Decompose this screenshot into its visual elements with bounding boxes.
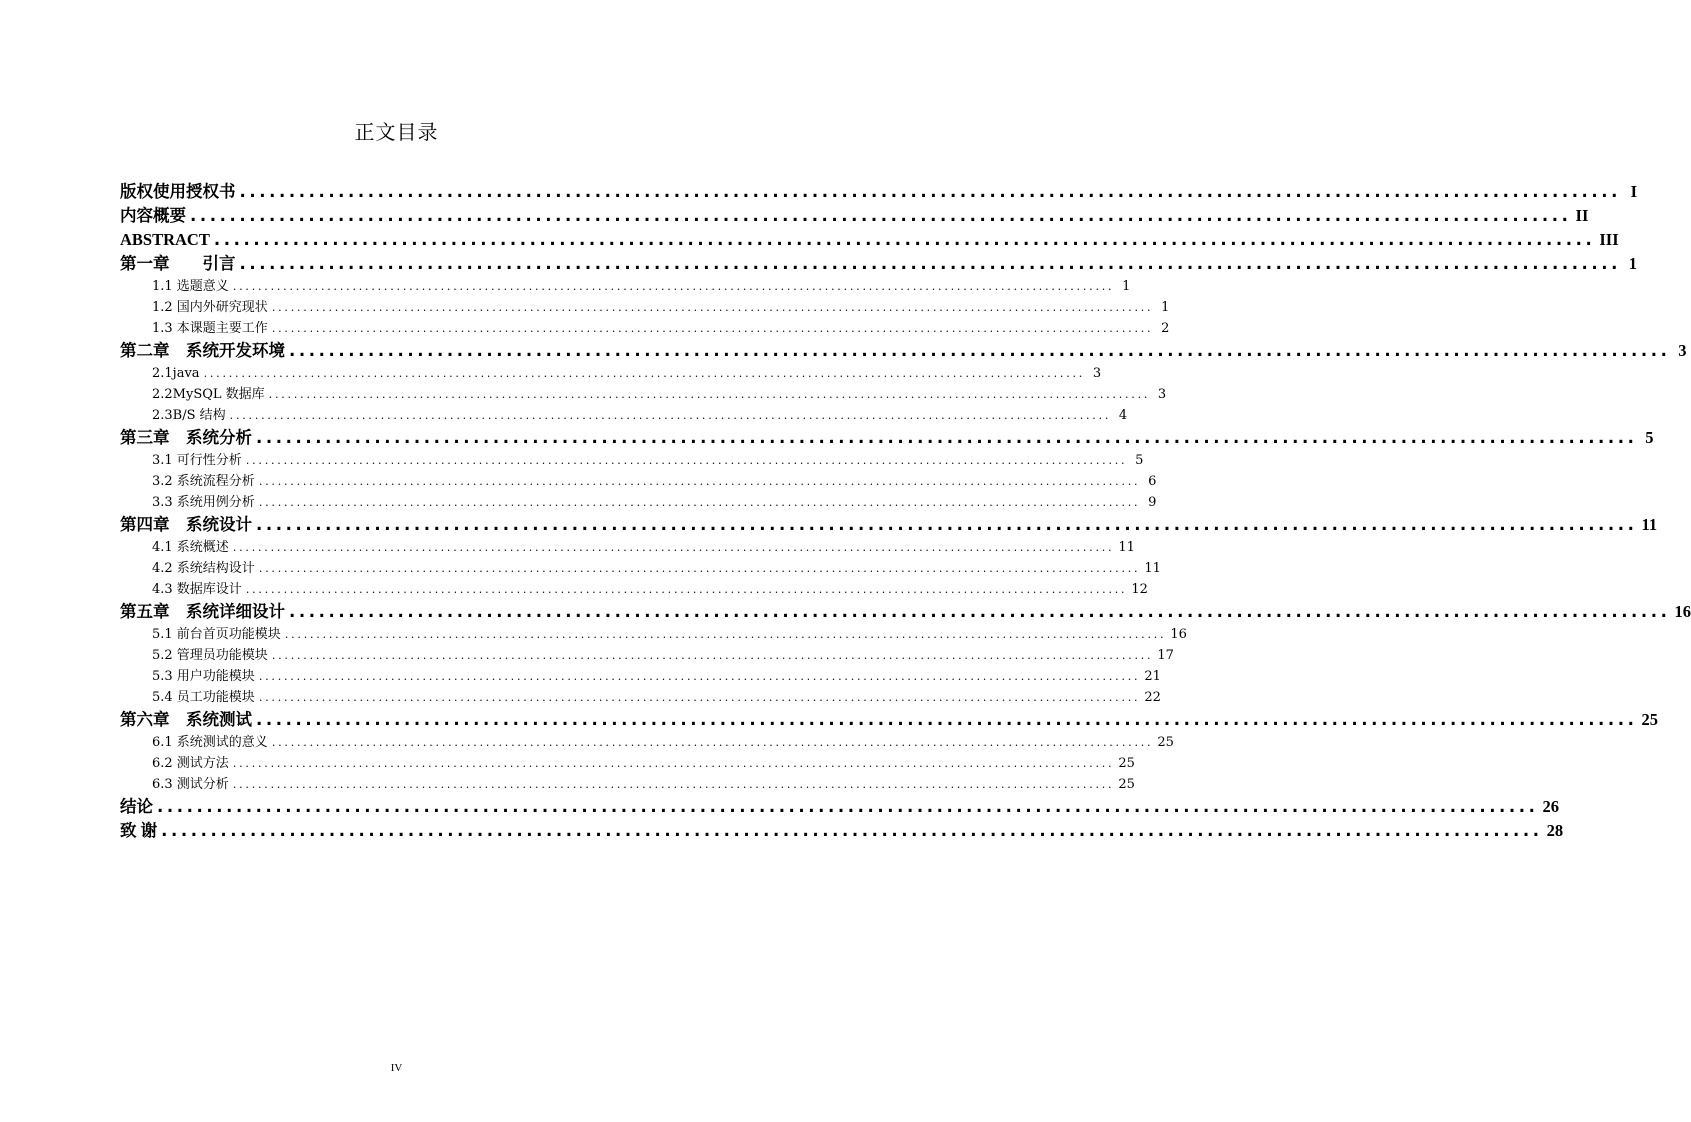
- toc-section-entry[interactable]: [120, 276, 1131, 297]
- toc-entry-label: 版权使用授权书: [120, 182, 236, 201]
- toc-section-entry[interactable]: [120, 405, 1128, 426]
- toc-leader-dots: ............................................................................................................................................: [256, 428, 1638, 447]
- toc-section-entry[interactable]: [120, 450, 1144, 471]
- toc-entry-label: 第六章 系统测试: [120, 710, 252, 729]
- toc-entry-label: 5.3 用户功能模块: [152, 669, 255, 684]
- toc-chapter-entry[interactable]: [120, 339, 1687, 363]
- toc-entry-page-number: 28: [1546, 821, 1564, 840]
- toc-entry-page-number: 3: [1092, 366, 1102, 381]
- toc-leader-dots: ............................................................................................................................................: [239, 182, 1622, 201]
- toc-leader-dots: ............................................................................................................................................: [232, 541, 1115, 554]
- toc-leader-dots: ............................................................................................................................................: [289, 602, 1671, 621]
- toc-chapter-entry[interactable]: [120, 819, 1564, 843]
- toc-entry-page-number: 1: [1122, 279, 1131, 294]
- toc-entry-label: 第五章 系统详细设计: [120, 602, 285, 621]
- toc-entry-label: 5.2 管理员功能模块: [152, 648, 268, 663]
- toc-leader-dots: ............................................................................................................................................: [271, 736, 1154, 749]
- toc-section-entry[interactable]: [120, 363, 1102, 384]
- toc-entry-label: 5.1 前台首页功能模块: [152, 627, 281, 642]
- toc-section-entry[interactable]: [120, 645, 1174, 666]
- toc-entry-page-number: 22: [1144, 690, 1161, 705]
- table-of-contents: [120, 180, 1691, 843]
- toc-leader-dots: ............................................................................................................................................: [232, 778, 1115, 791]
- toc-chapter-entry[interactable]: [120, 600, 1691, 624]
- toc-entry-label: 3.3 系统用例分析: [152, 495, 255, 510]
- toc-section-entry[interactable]: [120, 384, 1167, 405]
- toc-leader-dots: ............................................................................................................................................: [258, 691, 1141, 704]
- toc-entry-label: 内容概要: [120, 206, 186, 225]
- toc-entry-label: 6.2 测试方法: [152, 756, 229, 771]
- toc-entry-page-number: 5: [1645, 428, 1654, 447]
- page-title: 正文目录: [354, 120, 439, 144]
- toc-leader-dots: ............................................................................................................................................: [161, 821, 1543, 840]
- toc-chapter-entry[interactable]: [120, 513, 1658, 537]
- toc-leader-dots: ............................................................................................................................................: [245, 583, 1128, 596]
- toc-entry-label: 结论: [120, 797, 153, 816]
- toc-chapter-entry[interactable]: [120, 426, 1654, 450]
- toc-entry-label: 1.2 国内外研究现状: [152, 300, 268, 315]
- toc-entry-label: 2.1java: [152, 366, 200, 381]
- toc-entry-page-number: 6: [1148, 474, 1157, 489]
- toc-leader-dots: ............................................................................................................................................: [232, 280, 1115, 293]
- toc-entry-label: 4.1 系统概述: [152, 540, 229, 555]
- toc-entry-page-number: 5: [1135, 453, 1144, 468]
- toc-leader-dots: ............................................................................................................................................: [213, 230, 1596, 249]
- toc-entry-page-number: 2: [1161, 321, 1170, 336]
- toc-chapter-entry[interactable]: [120, 204, 1589, 228]
- toc-leader-dots: ............................................................................................................................................: [256, 710, 1638, 729]
- toc-entry-page-number: 1: [1628, 254, 1638, 273]
- toc-entry-page-number: 11: [1144, 561, 1161, 576]
- toc-leader-dots: ............................................................................................................................................: [258, 496, 1141, 509]
- toc-section-entry[interactable]: [120, 297, 1170, 318]
- toc-leader-dots: ............................................................................................................................................: [245, 454, 1128, 467]
- toc-leader-dots: ............................................................................................................................................: [239, 254, 1622, 273]
- toc-leader-dots: ............................................................................................................................................: [256, 515, 1638, 534]
- page-number-footer: IV: [390, 1062, 403, 1074]
- toc-section-entry[interactable]: [120, 753, 1135, 774]
- toc-entry-page-number: 3: [1678, 341, 1687, 360]
- toc-section-entry[interactable]: [120, 774, 1135, 795]
- toc-leader-dots: ............................................................................................................................................: [258, 475, 1141, 488]
- toc-chapter-entry[interactable]: [120, 180, 1638, 204]
- toc-section-entry[interactable]: [120, 687, 1161, 708]
- toc-entry-label: 3.2 系统流程分析: [152, 474, 255, 489]
- toc-entry-page-number: 26: [1542, 797, 1560, 816]
- toc-leader-dots: ............................................................................................................................................: [258, 562, 1141, 575]
- toc-entry-label: 致 谢: [120, 821, 158, 840]
- toc-entry-label: 4.2 系统结构设计: [152, 561, 255, 576]
- toc-chapter-entry[interactable]: [120, 795, 1560, 819]
- toc-entry-label: 1.3 本课题主要工作: [152, 321, 268, 336]
- toc-entry-page-number: 25: [1157, 735, 1174, 750]
- toc-entry-label: 3.1 可行性分析: [152, 453, 242, 468]
- toc-entry-page-number: III: [1599, 230, 1619, 249]
- toc-entry-page-number: 3: [1157, 387, 1167, 402]
- toc-entry-page-number: 9: [1148, 495, 1157, 510]
- toc-entry-page-number: 21: [1144, 669, 1161, 684]
- toc-section-entry[interactable]: [120, 492, 1157, 513]
- toc-leader-dots: ............................................................................................................................................: [289, 341, 1671, 360]
- toc-leader-dots: ............................................................................................................................................: [284, 628, 1167, 641]
- toc-entry-label: 1.1 选题意义: [152, 279, 229, 294]
- toc-entry-page-number: I: [1630, 182, 1638, 201]
- toc-entry-page-number: 16: [1674, 602, 1691, 621]
- toc-leader-dots: ............................................................................................................................................: [271, 649, 1154, 662]
- toc-leader-dots: ............................................................................................................................................: [157, 797, 1539, 816]
- toc-leader-dots: ............................................................................................................................................: [268, 388, 1151, 401]
- toc-section-entry[interactable]: [120, 624, 1187, 645]
- toc-entry-label: 2.3B/S 结构: [152, 408, 226, 423]
- toc-entry-label: 5.4 员工功能模块: [152, 690, 255, 705]
- toc-section-entry[interactable]: [120, 732, 1174, 753]
- toc-entry-label: 第一章 引言: [120, 254, 236, 273]
- toc-entry-page-number: 25: [1118, 756, 1135, 771]
- toc-entry-label: 4.3 数据库设计: [152, 582, 242, 597]
- toc-entry-label: 第三章 系统分析: [120, 428, 252, 447]
- toc-entry-page-number: II: [1575, 206, 1589, 225]
- toc-entry-page-number: 17: [1157, 648, 1174, 663]
- toc-leader-dots: ............................................................................................................................................: [271, 322, 1154, 335]
- toc-leader-dots: ............................................................................................................................................: [203, 367, 1086, 380]
- toc-section-entry[interactable]: [120, 558, 1161, 579]
- toc-entry-page-number: 4: [1118, 408, 1128, 423]
- toc-section-entry[interactable]: [120, 471, 1157, 492]
- toc-chapter-entry[interactable]: [120, 708, 1659, 732]
- toc-entry-page-number: 11: [1118, 540, 1135, 555]
- toc-section-entry[interactable]: [120, 579, 1148, 600]
- toc-leader-dots: ............................................................................................................................................: [232, 757, 1115, 770]
- toc-entry-label: 第二章 系统开发环境: [120, 341, 285, 360]
- toc-entry-page-number: 25: [1641, 710, 1659, 729]
- toc-entry-label: 6.1 系统测试的意义: [152, 735, 268, 750]
- toc-entry-page-number: 12: [1131, 582, 1148, 597]
- toc-entry-label: 第四章 系统设计: [120, 515, 252, 534]
- toc-entry-label: ABSTRACT: [120, 230, 210, 249]
- toc-section-entry[interactable]: [120, 537, 1135, 558]
- toc-entry-page-number: 25: [1118, 777, 1135, 792]
- toc-leader-dots: ............................................................................................................................................: [258, 670, 1141, 683]
- toc-leader-dots: ............................................................................................................................................: [271, 301, 1154, 314]
- toc-entry-label: 6.3 测试分析: [152, 777, 229, 792]
- toc-entry-page-number: 16: [1170, 627, 1187, 642]
- toc-section-entry[interactable]: [120, 318, 1170, 339]
- toc-chapter-entry[interactable]: [120, 228, 1619, 252]
- toc-leader-dots: ............................................................................................................................................: [229, 409, 1112, 422]
- toc-entry-page-number: 1: [1161, 300, 1170, 315]
- toc-section-entry[interactable]: [120, 666, 1161, 687]
- toc-entry-page-number: 11: [1641, 515, 1658, 534]
- toc-entry-label: 2.2MySQL 数据库: [152, 387, 265, 402]
- toc-leader-dots: ............................................................................................................................................: [190, 206, 1572, 225]
- toc-chapter-entry[interactable]: [120, 252, 1638, 276]
